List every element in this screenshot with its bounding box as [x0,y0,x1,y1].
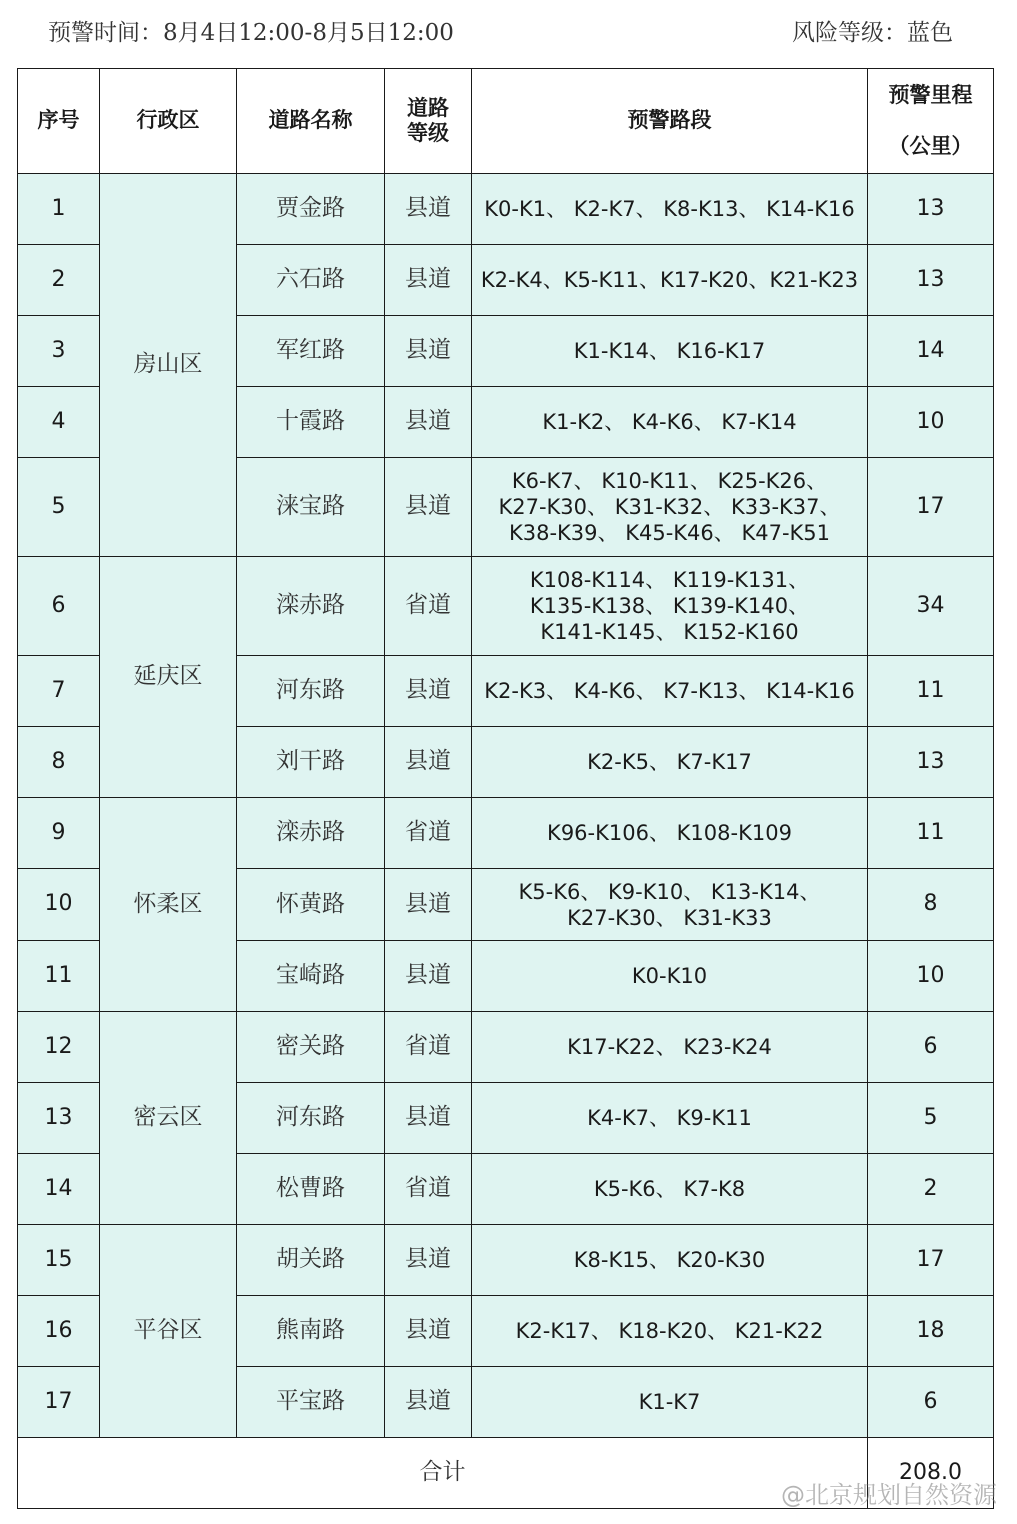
header-grade-line2: 等级 [407,121,449,145]
header-mileage-line1: 预警里程 [888,83,973,108]
header-mileage-line2: （公里） [888,133,973,158]
row-road-name: 十霞路 [237,387,385,458]
segment-line: K4-K7、 K9-K11 [587,1106,752,1130]
segment-line: K1-K14、 K16-K17 [573,339,766,363]
row-mileage: 14 [868,316,994,387]
row-road-grade: 县道 [385,1083,472,1154]
segment-line: K2-K17、 K18-K20、 K21-K22 [515,1319,824,1343]
row-mileage: 10 [868,387,994,458]
segment-line: K6-K7、 K10-K11、 K25-K26、 [511,469,828,493]
segment-line: K5-K6、 K9-K10、 K13-K14、 [518,879,821,904]
row-seq: 11 [18,941,100,1012]
segment-line: K8-K15、 K20-K30 [573,1248,766,1272]
row-segments [472,557,868,656]
row-seq: 10 [18,869,100,941]
row-segments [472,387,868,458]
header-grade [385,69,472,174]
segment-line: K17-K22、 K23-K24 [567,1035,772,1059]
row-seq: 9 [18,798,100,869]
row-district: 怀柔区 [100,798,237,1012]
row-mileage: 17 [868,1225,994,1296]
row-road-name: 刘干路 [237,727,385,798]
row-road-grade: 省道 [385,1154,472,1225]
segment-line: K135-K138、 K139-K140、 [529,594,810,618]
row-road-name: 平宝路 [237,1367,385,1438]
row-seq: 2 [18,245,100,316]
row-seq: 15 [18,1225,100,1296]
row-mileage: 5 [868,1083,994,1154]
row-segments [472,1296,868,1367]
row-mileage: 17 [868,458,994,557]
row-mileage: 2 [868,1154,994,1225]
row-road-grade: 省道 [385,798,472,869]
row-segments [472,245,868,316]
row-seq: 17 [18,1367,100,1438]
row-segments [472,316,868,387]
row-road-grade: 县道 [385,656,472,727]
row-road-name: 六石路 [237,245,385,316]
row-road-name: 宝崎路 [237,941,385,1012]
row-road-grade: 县道 [385,245,472,316]
header-grade-line1: 道路 [407,95,449,120]
row-road-name: 贾金路 [237,174,385,245]
row-road-grade: 县道 [385,174,472,245]
row-road-name: 滦赤路 [237,798,385,869]
row-road-grade: 县道 [385,1367,472,1438]
warning-time: 预警时间：8月4日12:00-8月5日12:00 [48,20,454,46]
row-road-grade: 县道 [385,727,472,798]
row-segments [472,869,868,941]
row-district: 平谷区 [100,1225,237,1438]
total-value: 208.0 [868,1438,994,1509]
row-mileage: 6 [868,1367,994,1438]
row-road-name: 松曹路 [237,1154,385,1225]
row-road-name: 河东路 [237,656,385,727]
row-road-grade: 县道 [385,941,472,1012]
row-segments [472,1012,868,1083]
table-header-row [18,69,994,174]
header-district: 行政区 [100,69,237,174]
row-mileage: 10 [868,941,994,1012]
row-road-name: 涞宝路 [237,458,385,557]
segment-line: K141-K145、 K152-K160 [540,620,799,644]
row-seq: 4 [18,387,100,458]
row-segments [472,941,868,1012]
row-segments [472,174,868,245]
row-district: 密云区 [100,1012,237,1225]
row-mileage: 13 [868,245,994,316]
segment-line: K5-K6、 K7-K8 [593,1177,746,1201]
segment-line: K108-K114、 K119-K131、 [529,568,810,592]
segment-line: K38-K39、 K45-K46、 K47-K51 [508,521,831,545]
row-mileage: 34 [868,557,994,656]
row-road-name: 胡关路 [237,1225,385,1296]
row-segments [472,1225,868,1296]
row-segments [472,1367,868,1438]
row-road-name: 河东路 [237,1083,385,1154]
segment-line: K0-K1、 K2-K7、 K8-K13、 K14-K16 [484,197,855,221]
watermark: @北京规划自然资源 [781,1481,997,1509]
row-road-grade: 县道 [385,387,472,458]
table-row [18,1225,994,1296]
row-road-grade: 县道 [385,1296,472,1367]
row-seq: 12 [18,1012,100,1083]
row-road-grade: 县道 [385,869,472,941]
risk-level: 风险等级：蓝色 [792,20,953,46]
row-mileage: 18 [868,1296,994,1367]
row-road-grade: 县道 [385,1225,472,1296]
row-road-name: 熊南路 [237,1296,385,1367]
row-road-grade: 省道 [385,1012,472,1083]
table-row [18,174,994,245]
header-segments: 预警路段 [472,69,868,174]
row-segments [472,798,868,869]
warning-table [17,68,994,1509]
row-mileage: 11 [868,798,994,869]
row-road-name: 密关路 [237,1012,385,1083]
row-road-grade: 县道 [385,458,472,557]
row-road-name: 怀黄路 [237,869,385,941]
segment-line: K2-K4、K5-K11、K17-K20、K21-K23 [480,268,859,292]
row-district: 房山区 [100,174,237,557]
table-row [18,557,994,656]
row-seq: 16 [18,1296,100,1367]
segment-line: K96-K106、 K108-K109 [547,821,792,845]
row-segments [472,656,868,727]
row-seq: 5 [18,458,100,557]
segment-line: K2-K3、 K4-K6、 K7-K13、 K14-K16 [484,679,855,703]
row-mileage: 6 [868,1012,994,1083]
row-segments [472,458,868,557]
row-seq: 13 [18,1083,100,1154]
row-segments [472,1154,868,1225]
header-mileage [868,69,994,174]
row-segments [472,1083,868,1154]
table-body [18,174,994,1438]
row-mileage: 13 [868,174,994,245]
row-road-grade: 县道 [385,316,472,387]
row-mileage: 13 [868,727,994,798]
segment-line: K1-K7 [638,1390,701,1414]
header-seq: 序号 [18,69,100,174]
segment-line: K0-K10 [631,964,708,988]
row-district: 延庆区 [100,557,237,798]
row-seq: 1 [18,174,100,245]
row-mileage: 8 [868,869,994,941]
row-seq: 14 [18,1154,100,1225]
row-seq: 8 [18,727,100,798]
row-road-name: 滦赤路 [237,557,385,656]
segment-line: K2-K5、 K7-K17 [587,750,752,774]
segment-line: K1-K2、 K4-K6、 K7-K14 [542,410,797,434]
row-mileage: 11 [868,656,994,727]
table-row [18,798,994,869]
header-road: 道路名称 [237,69,385,174]
total-label: 合计 [18,1438,868,1509]
row-seq: 3 [18,316,100,387]
table-row [18,1012,994,1083]
row-segments [472,727,868,798]
row-road-grade: 省道 [385,557,472,656]
row-road-name: 军红路 [237,316,385,387]
row-seq: 7 [18,656,100,727]
segment-line: K27-K30、 K31-K33 [567,905,772,930]
row-seq: 6 [18,557,100,656]
segment-line: K27-K30、 K31-K32、 K33-K37、 [498,495,841,519]
